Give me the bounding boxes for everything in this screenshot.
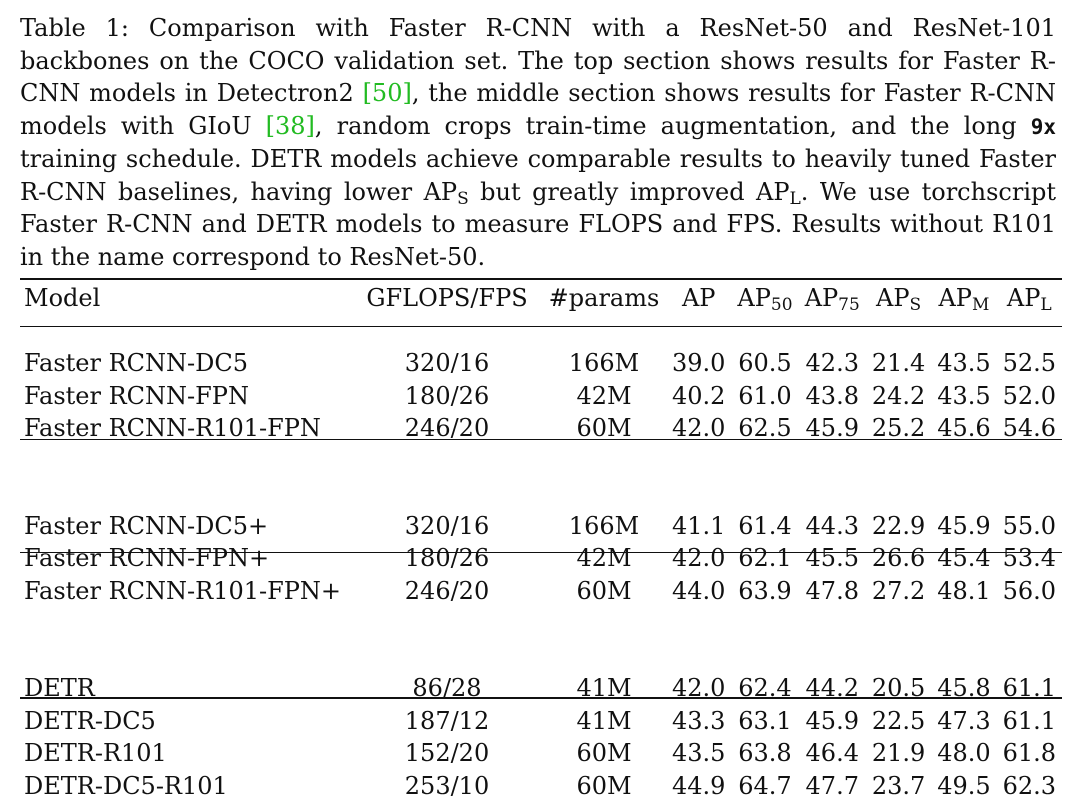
cell-ap75-best: 47.8 xyxy=(799,575,866,608)
cell-ap50: 63.9 xyxy=(731,575,798,608)
cell-model: Faster RCNN-FPN xyxy=(20,380,352,413)
table-caption xyxy=(20,12,1056,273)
cell-ap50: 61.0 xyxy=(731,380,798,413)
cell-ap50: 63.1 xyxy=(731,705,798,738)
cell-apm: 45.6 xyxy=(931,412,996,445)
spacer-cell xyxy=(20,607,1062,640)
cell-apm: 47.3 xyxy=(931,705,996,738)
cell-ap75: 44.2 xyxy=(799,672,866,705)
cell-aps: 23.7 xyxy=(866,770,931,802)
cell-aps: 21.9 xyxy=(866,737,931,770)
cell-params: 60M xyxy=(542,575,666,608)
table-row xyxy=(20,542,1062,575)
subscript: M xyxy=(972,295,989,315)
table-row xyxy=(20,770,1062,802)
cell-aps-best: 27.2 xyxy=(866,575,931,608)
cell-apl: 54.6 xyxy=(997,412,1062,445)
cell-ap: 44.0 xyxy=(666,575,731,608)
cell-ap75: 43.8 xyxy=(799,380,866,413)
cell-ap: 42.0 xyxy=(666,542,731,575)
cell-apm: 48.1 xyxy=(931,575,996,608)
cell-apm-best: 49.5 xyxy=(931,770,996,802)
cell-gflops: 320/16 xyxy=(352,510,542,543)
caption-text: . We use torchscript Faster R-CNN and DETR models to measure FLOPS and FPS. Results without R101 in the name correspond to ResNet-50. xyxy=(20,178,1056,271)
cell-params: 60M xyxy=(542,412,666,445)
cell-apl-best: 62.3 xyxy=(997,770,1062,802)
cell-apl: 61.1 xyxy=(997,672,1062,705)
cell-model: Faster RCNN-FPN+ xyxy=(20,542,352,575)
cell-ap-best: 44.9 xyxy=(666,770,731,802)
cell-apl: 52.5 xyxy=(997,347,1062,380)
header-params: #params xyxy=(542,282,666,315)
cell-model: Faster RCNN-DC5+ xyxy=(20,510,352,543)
cell-ap50: 62.4 xyxy=(731,672,798,705)
cell-model: Faster RCNN-R101-FPN+ xyxy=(20,575,352,608)
subscript: L xyxy=(1040,295,1051,315)
caption-label: Table 1: xyxy=(20,14,129,42)
cell-params: 166M xyxy=(542,347,666,380)
spacer-row xyxy=(20,640,1062,673)
subscript: 75 xyxy=(838,295,860,315)
table-row xyxy=(20,412,1062,445)
caption-text: Comparison with Faster R-CNN with a ResNet-50 and ResNet-101 backbones on the COCO validation set. The top section shows results for Faster R-CNN models in Detectron2 xyxy=(20,14,1056,107)
table-row xyxy=(20,705,1062,738)
cell-ap75: 47.7 xyxy=(799,770,866,802)
table-row xyxy=(20,380,1062,413)
cell-gflops: 86/28 xyxy=(352,672,542,705)
header-text: AP xyxy=(938,284,971,312)
cell-ap: 43.3 xyxy=(666,705,731,738)
header-ap50 xyxy=(731,282,798,315)
header-text: AP xyxy=(1007,284,1040,312)
caption-text: training schedule. DETR models achieve comparable results to heavily tuned Faster R-CNN baselines, having lower AP xyxy=(20,145,1056,206)
spacer-row xyxy=(20,607,1062,640)
cell-ap75: 42.3 xyxy=(799,347,866,380)
table-row xyxy=(20,347,1062,380)
citation-link[interactable]: [50] xyxy=(363,79,412,107)
cell-aps: 21.4 xyxy=(866,347,931,380)
cell-apm: 43.5 xyxy=(931,347,996,380)
cell-apm: 48.0 xyxy=(931,737,996,770)
cell-ap75: 45.9 xyxy=(799,705,866,738)
cell-params: 41M xyxy=(542,672,666,705)
cell-model: Faster RCNN-DC5 xyxy=(20,347,352,380)
cell-apm: 45.9 xyxy=(931,510,996,543)
cell-apl: 61.1 xyxy=(997,705,1062,738)
cell-aps: 22.9 xyxy=(866,510,931,543)
table-row xyxy=(20,737,1062,770)
cell-gflops: 180/26 xyxy=(352,542,542,575)
cell-gflops: 180/26 xyxy=(352,380,542,413)
cell-apl: 56.0 xyxy=(997,575,1062,608)
cell-model: DETR-DC5 xyxy=(20,705,352,738)
spacer-cell xyxy=(20,445,1062,478)
subscript: S xyxy=(457,189,469,209)
cell-ap75: 44.3 xyxy=(799,510,866,543)
cell-ap50: 61.4 xyxy=(731,510,798,543)
cell-params: 166M xyxy=(542,510,666,543)
header-apl xyxy=(997,282,1062,315)
cell-gflops: 246/20 xyxy=(352,575,542,608)
spacer-cell xyxy=(20,477,1062,510)
cell-gflops: 187/12 xyxy=(352,705,542,738)
cell-apm: 45.4 xyxy=(931,542,996,575)
cell-params: 41M xyxy=(542,705,666,738)
subscript: S xyxy=(909,295,921,315)
cell-ap75: 45.5 xyxy=(799,542,866,575)
cell-aps: 26.6 xyxy=(866,542,931,575)
cell-aps: 22.5 xyxy=(866,705,931,738)
caption-text: but greatly improved AP xyxy=(469,178,790,206)
spacer-row xyxy=(20,445,1062,478)
table-row xyxy=(20,575,1062,608)
header-text: AP xyxy=(805,284,838,312)
cell-ap50: 60.5 xyxy=(731,347,798,380)
cell-ap50: 62.1 xyxy=(731,542,798,575)
cell-gflops: 253/10 xyxy=(352,770,542,802)
header-gflops: GFLOPS/FPS xyxy=(352,282,542,315)
caption-text: , the middle section shows results for Faster R-CNN models with GIoU xyxy=(20,79,1056,140)
cell-apl: 53.4 xyxy=(997,542,1062,575)
header-text: AP xyxy=(737,284,770,312)
cell-ap75: 45.9 xyxy=(799,412,866,445)
header-apm xyxy=(931,282,996,315)
cell-model: DETR xyxy=(20,672,352,705)
cell-apm: 45.8 xyxy=(931,672,996,705)
cell-aps: 25.2 xyxy=(866,412,931,445)
cell-gflops: 320/16 xyxy=(352,347,542,380)
cell-ap: 42.0 xyxy=(666,672,731,705)
cell-apm: 43.5 xyxy=(931,380,996,413)
cell-ap: 40.2 xyxy=(666,380,731,413)
schedule-code: 9x xyxy=(1031,115,1056,139)
cell-model: DETR-DC5-R101 xyxy=(20,770,352,802)
cell-params: 60M xyxy=(542,737,666,770)
caption-text: , random crops train-time augmentation, and the long xyxy=(315,112,1031,140)
cell-ap50-best: 64.7 xyxy=(731,770,798,802)
cell-gflops: 246/20 xyxy=(352,412,542,445)
table-row xyxy=(20,510,1062,543)
subscript: L xyxy=(790,189,801,209)
cell-apl: 61.8 xyxy=(997,737,1062,770)
top-rule xyxy=(20,278,1062,280)
cell-params: 60M xyxy=(542,770,666,802)
cell-ap75: 46.4 xyxy=(799,737,866,770)
cell-model: Faster RCNN-R101-FPN xyxy=(20,412,352,445)
cell-ap: 39.0 xyxy=(666,347,731,380)
cell-gflops: 152/20 xyxy=(352,737,542,770)
cell-ap50: 63.8 xyxy=(731,737,798,770)
spacer-row xyxy=(20,477,1062,510)
header-row xyxy=(20,282,1062,315)
cell-apl: 55.0 xyxy=(997,510,1062,543)
results-table xyxy=(20,282,1062,802)
table-row xyxy=(20,672,1062,705)
spacer-cell xyxy=(20,315,1062,348)
cell-ap50: 62.5 xyxy=(731,412,798,445)
header-ap75 xyxy=(799,282,866,315)
cell-aps: 20.5 xyxy=(866,672,931,705)
citation-link[interactable]: [38] xyxy=(266,112,315,140)
cell-ap: 43.5 xyxy=(666,737,731,770)
cell-model: DETR-R101 xyxy=(20,737,352,770)
header-aps xyxy=(866,282,931,315)
header-model: Model xyxy=(20,282,352,315)
cell-apl: 52.0 xyxy=(997,380,1062,413)
cell-params: 42M xyxy=(542,542,666,575)
cell-ap: 41.1 xyxy=(666,510,731,543)
header-ap: AP xyxy=(666,282,731,315)
cell-params: 42M xyxy=(542,380,666,413)
spacer-cell xyxy=(20,640,1062,673)
spacer-row xyxy=(20,315,1062,348)
cell-aps: 24.2 xyxy=(866,380,931,413)
cell-ap: 42.0 xyxy=(666,412,731,445)
header-text: AP xyxy=(876,284,909,312)
subscript: 50 xyxy=(771,295,793,315)
